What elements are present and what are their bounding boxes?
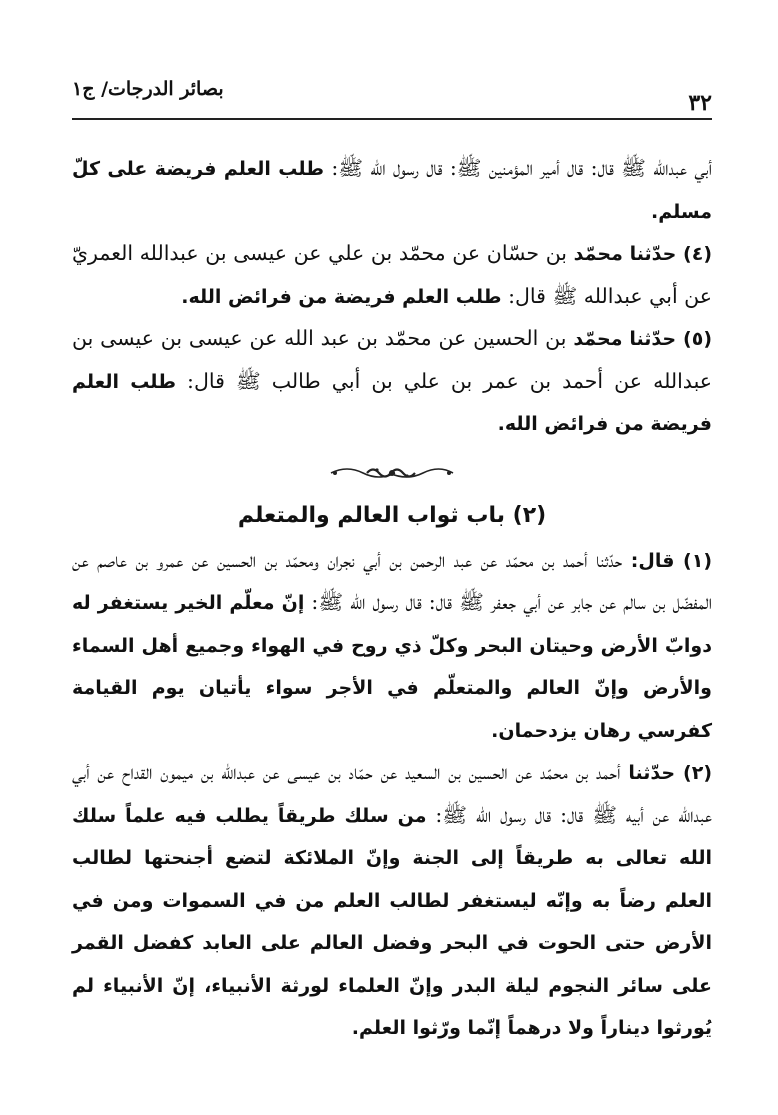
hadith-paragraph-4 [72, 233, 712, 318]
hadith-text: طلب العلم فريضة على كلّ مسلم. [72, 158, 712, 223]
narration-chain: بن الحسين عن محمّد بن عبد الله عن عيسى بن عيسى بن عبدالله عن أحمد بن عمر بن علي بن أبي طالب ﷺ قال: [72, 326, 712, 393]
hadith-number: (٥) حدّثنا محمّد [573, 328, 712, 350]
hadith-number: (٢) حدّثنا [628, 762, 712, 784]
chapter-heading: (٢) باب ثواب العالم والمتعلم [237, 502, 547, 528]
running-title: بصائر الدرجات/ ج١ [72, 78, 224, 100]
page-header [72, 76, 712, 120]
narration-chain: بن حسّان عن محمّد بن علي عن عيسى بن عبدالله العمريّ عن أبي عبدالله ﷺ قال: [72, 241, 712, 308]
page-body [72, 148, 712, 1050]
page-number: ٣٢ [688, 90, 712, 116]
hadith-text: إنّ معلّم الخير يستغفر له دوابّ الأرض وحيتان البحر وكلّ ذي روح في الهواء وجميع أهل السماء والأرض وإنّ العالم والمتعلّم في الأجر سواء يأتيان يوم القيامة كفرسي رهان يزدحمان. [72, 592, 712, 742]
hadith-text: من سلك طريقاً يطلب فيه علماً سلك الله تعالى به طريقاً إلى الجنة وإنّ الملائكة لتضع أجنحتها لطالب العلم رضاً به وإنّه ليستغفر لطالب العلم من في السموات ومن في الأرض حتى الحوت في البحر وفضل العالم على العابد كفضل القمر على سائر النجوم ليلة البدر وإنّ العلماء لورثة الأنبياء، إنّ الأنبياء لم يُورثوا ديناراً ولا درهماً إنّما ورّثوا العلم. [72, 804, 712, 1039]
hadith-paragraph-continued [72, 148, 712, 233]
hadith-number: (١) قال: [630, 549, 712, 572]
hadith-number: (٤) حدّثنا محمّد [573, 243, 712, 265]
narration-chain: أحمد بن محمّد عن الحسين بن السعيد عن حمّاد بن عيسى عن عبدالله بن ميمون القداح عن أبي عبدالله عن أبيه ﷺ قال: قال رسول الله ﷺ: [72, 760, 713, 827]
ornament-divider-icon [327, 462, 457, 484]
hadith-paragraph-1 [72, 540, 712, 753]
hadith-paragraph-5 [72, 318, 712, 446]
hadith-paragraph-2 [72, 752, 712, 1050]
narration-chain: حدّثنا أحمد بن محمّد عن عبد الرحمن بن أبي نجران ومحمّد بن الحسين عن عمرو بن عاصم عن المفضّل بن سالم عن جابر عن أبي جعفر ﷺ قال: قال رسول الله ﷺ: [72, 547, 712, 614]
hadith-text: طلب العلم فريضة من فرائض الله. [72, 370, 712, 435]
hadith-text: طلب العلم فريضة من فرائض الله. [181, 285, 502, 308]
header-divider [72, 118, 712, 120]
narration-chain: أبي عبدالله ﷺ قال: قال أمير المؤمنين ﷺ: قال رسول الله ﷺ: [324, 156, 712, 180]
